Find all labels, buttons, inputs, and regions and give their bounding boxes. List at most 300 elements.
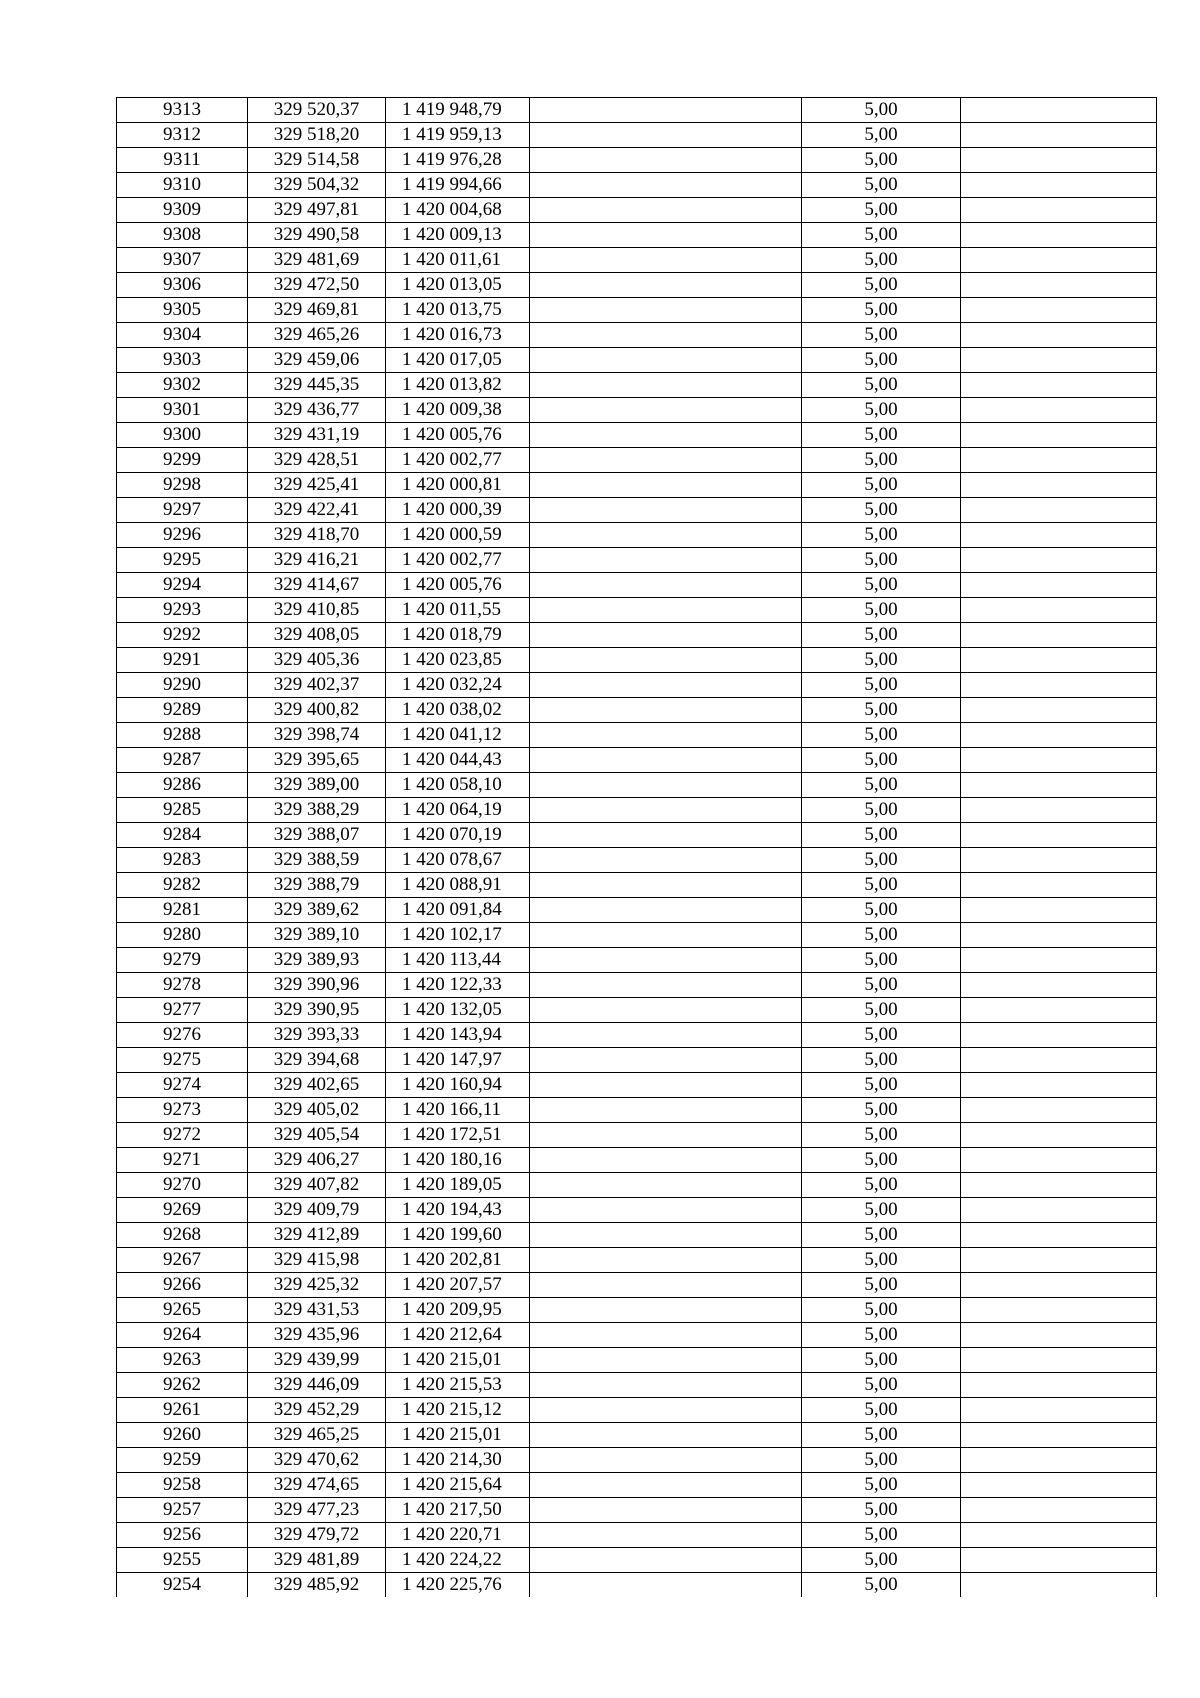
blank-cell-last bbox=[961, 1248, 1157, 1273]
x-coordinate-cell: 329 504,32 bbox=[248, 173, 386, 198]
y-coordinate-cell: 1 420 189,05 bbox=[386, 1173, 530, 1198]
y-coordinate-cell: 1 420 147,97 bbox=[386, 1048, 530, 1073]
blank-cell bbox=[530, 323, 802, 348]
value-cell: 5,00 bbox=[802, 1248, 961, 1273]
blank-cell bbox=[530, 148, 802, 173]
point-number-cell: 9306 bbox=[117, 273, 248, 298]
blank-cell-last bbox=[961, 1498, 1157, 1523]
blank-cell-last bbox=[961, 273, 1157, 298]
blank-cell bbox=[530, 173, 802, 198]
blank-cell bbox=[530, 548, 802, 573]
x-coordinate-cell: 329 431,19 bbox=[248, 423, 386, 448]
value-cell: 5,00 bbox=[802, 1348, 961, 1373]
blank-cell bbox=[530, 1323, 802, 1348]
blank-cell-last bbox=[961, 1298, 1157, 1323]
blank-cell bbox=[530, 423, 802, 448]
x-coordinate-cell: 329 390,95 bbox=[248, 998, 386, 1023]
value-cell: 5,00 bbox=[802, 848, 961, 873]
point-number-cell: 9273 bbox=[117, 1098, 248, 1123]
blank-cell-last bbox=[961, 998, 1157, 1023]
table-row bbox=[117, 1448, 1157, 1473]
blank-cell bbox=[530, 398, 802, 423]
value-cell: 5,00 bbox=[802, 898, 961, 923]
point-number-cell: 9299 bbox=[117, 448, 248, 473]
table-row bbox=[117, 223, 1157, 248]
value-cell: 5,00 bbox=[802, 248, 961, 273]
blank-cell-last bbox=[961, 1348, 1157, 1373]
blank-cell-last bbox=[961, 798, 1157, 823]
point-number-cell: 9285 bbox=[117, 798, 248, 823]
blank-cell-last bbox=[961, 898, 1157, 923]
point-number-cell: 9268 bbox=[117, 1223, 248, 1248]
y-coordinate-cell: 1 420 215,64 bbox=[386, 1473, 530, 1498]
blank-cell bbox=[530, 198, 802, 223]
blank-cell-last bbox=[961, 1098, 1157, 1123]
x-coordinate-cell: 329 407,82 bbox=[248, 1173, 386, 1198]
point-number-cell: 9305 bbox=[117, 298, 248, 323]
x-coordinate-cell: 329 436,77 bbox=[248, 398, 386, 423]
point-number-cell: 9310 bbox=[117, 173, 248, 198]
blank-cell bbox=[530, 348, 802, 373]
x-coordinate-cell: 329 431,53 bbox=[248, 1298, 386, 1323]
blank-cell-last bbox=[961, 723, 1157, 748]
y-coordinate-cell: 1 420 122,33 bbox=[386, 973, 530, 998]
blank-cell bbox=[530, 498, 802, 523]
coordinates-table bbox=[116, 97, 1157, 1597]
y-coordinate-cell: 1 420 044,43 bbox=[386, 748, 530, 773]
blank-cell bbox=[530, 298, 802, 323]
blank-cell bbox=[530, 1398, 802, 1423]
point-number-cell: 9261 bbox=[117, 1398, 248, 1423]
table-row bbox=[117, 548, 1157, 573]
table-row bbox=[117, 973, 1157, 998]
table-row bbox=[117, 898, 1157, 923]
y-coordinate-cell: 1 420 041,12 bbox=[386, 723, 530, 748]
blank-cell bbox=[530, 123, 802, 148]
point-number-cell: 9283 bbox=[117, 848, 248, 873]
table-row bbox=[117, 1548, 1157, 1573]
table-row bbox=[117, 673, 1157, 698]
point-number-cell: 9286 bbox=[117, 773, 248, 798]
point-number-cell: 9270 bbox=[117, 1173, 248, 1198]
x-coordinate-cell: 329 445,35 bbox=[248, 373, 386, 398]
blank-cell bbox=[530, 823, 802, 848]
blank-cell bbox=[530, 1023, 802, 1048]
blank-cell-last bbox=[961, 1148, 1157, 1173]
value-cell: 5,00 bbox=[802, 1048, 961, 1073]
blank-cell bbox=[530, 1048, 802, 1073]
value-cell: 5,00 bbox=[802, 423, 961, 448]
point-number-cell: 9281 bbox=[117, 898, 248, 923]
y-coordinate-cell: 1 420 032,24 bbox=[386, 673, 530, 698]
y-coordinate-cell: 1 420 172,51 bbox=[386, 1123, 530, 1148]
x-coordinate-cell: 329 518,20 bbox=[248, 123, 386, 148]
table-row bbox=[117, 373, 1157, 398]
blank-cell-last bbox=[961, 1573, 1157, 1598]
x-coordinate-cell: 329 477,23 bbox=[248, 1498, 386, 1523]
point-number-cell: 9294 bbox=[117, 573, 248, 598]
blank-cell bbox=[530, 798, 802, 823]
blank-cell-last bbox=[961, 648, 1157, 673]
blank-cell-last bbox=[961, 1223, 1157, 1248]
blank-cell-last bbox=[961, 1023, 1157, 1048]
y-coordinate-cell: 1 420 194,43 bbox=[386, 1198, 530, 1223]
value-cell: 5,00 bbox=[802, 323, 961, 348]
point-number-cell: 9284 bbox=[117, 823, 248, 848]
blank-cell-last bbox=[961, 1473, 1157, 1498]
x-coordinate-cell: 329 490,58 bbox=[248, 223, 386, 248]
point-number-cell: 9278 bbox=[117, 973, 248, 998]
table-row bbox=[117, 498, 1157, 523]
value-cell: 5,00 bbox=[802, 598, 961, 623]
value-cell: 5,00 bbox=[802, 573, 961, 598]
y-coordinate-cell: 1 420 013,05 bbox=[386, 273, 530, 298]
point-number-cell: 9296 bbox=[117, 523, 248, 548]
value-cell: 5,00 bbox=[802, 773, 961, 798]
table-row bbox=[117, 823, 1157, 848]
y-coordinate-cell: 1 420 016,73 bbox=[386, 323, 530, 348]
x-coordinate-cell: 329 469,81 bbox=[248, 298, 386, 323]
point-number-cell: 9308 bbox=[117, 223, 248, 248]
point-number-cell: 9307 bbox=[117, 248, 248, 273]
value-cell: 5,00 bbox=[802, 523, 961, 548]
blank-cell bbox=[530, 1173, 802, 1198]
blank-cell-last bbox=[961, 1323, 1157, 1348]
x-coordinate-cell: 329 481,69 bbox=[248, 248, 386, 273]
blank-cell-last bbox=[961, 1548, 1157, 1573]
blank-cell-last bbox=[961, 948, 1157, 973]
x-coordinate-cell: 329 415,98 bbox=[248, 1248, 386, 1273]
value-cell: 5,00 bbox=[802, 1148, 961, 1173]
blank-cell-last bbox=[961, 848, 1157, 873]
table-row bbox=[117, 273, 1157, 298]
blank-cell bbox=[530, 373, 802, 398]
blank-cell bbox=[530, 1523, 802, 1548]
x-coordinate-cell: 329 497,81 bbox=[248, 198, 386, 223]
blank-cell-last bbox=[961, 423, 1157, 448]
y-coordinate-cell: 1 420 143,94 bbox=[386, 1023, 530, 1048]
value-cell: 5,00 bbox=[802, 148, 961, 173]
value-cell: 5,00 bbox=[802, 973, 961, 998]
y-coordinate-cell: 1 420 078,67 bbox=[386, 848, 530, 873]
value-cell: 5,00 bbox=[802, 173, 961, 198]
table-row bbox=[117, 1198, 1157, 1223]
x-coordinate-cell: 329 465,25 bbox=[248, 1423, 386, 1448]
blank-cell bbox=[530, 598, 802, 623]
x-coordinate-cell: 329 388,29 bbox=[248, 798, 386, 823]
y-coordinate-cell: 1 420 002,77 bbox=[386, 548, 530, 573]
x-coordinate-cell: 329 400,82 bbox=[248, 698, 386, 723]
table-row bbox=[117, 598, 1157, 623]
table-row bbox=[117, 748, 1157, 773]
y-coordinate-cell: 1 420 224,22 bbox=[386, 1548, 530, 1573]
x-coordinate-cell: 329 405,02 bbox=[248, 1098, 386, 1123]
point-number-cell: 9260 bbox=[117, 1423, 248, 1448]
y-coordinate-cell: 1 420 166,11 bbox=[386, 1098, 530, 1123]
x-coordinate-cell: 329 389,00 bbox=[248, 773, 386, 798]
value-cell: 5,00 bbox=[802, 1223, 961, 1248]
y-coordinate-cell: 1 420 180,16 bbox=[386, 1148, 530, 1173]
y-coordinate-cell: 1 420 000,81 bbox=[386, 473, 530, 498]
point-number-cell: 9309 bbox=[117, 198, 248, 223]
y-coordinate-cell: 1 420 070,19 bbox=[386, 823, 530, 848]
value-cell: 5,00 bbox=[802, 923, 961, 948]
x-coordinate-cell: 329 402,37 bbox=[248, 673, 386, 698]
table-row bbox=[117, 873, 1157, 898]
table-row bbox=[117, 398, 1157, 423]
point-number-cell: 9293 bbox=[117, 598, 248, 623]
point-number-cell: 9303 bbox=[117, 348, 248, 373]
table-row bbox=[117, 148, 1157, 173]
value-cell: 5,00 bbox=[802, 1123, 961, 1148]
table-row bbox=[117, 1373, 1157, 1398]
value-cell: 5,00 bbox=[802, 673, 961, 698]
y-coordinate-cell: 1 420 207,57 bbox=[386, 1273, 530, 1298]
table-row bbox=[117, 1048, 1157, 1073]
blank-cell bbox=[530, 1223, 802, 1248]
value-cell: 5,00 bbox=[802, 723, 961, 748]
y-coordinate-cell: 1 419 994,66 bbox=[386, 173, 530, 198]
table-row bbox=[117, 1348, 1157, 1373]
value-cell: 5,00 bbox=[802, 298, 961, 323]
point-number-cell: 9255 bbox=[117, 1548, 248, 1573]
blank-cell bbox=[530, 1073, 802, 1098]
x-coordinate-cell: 329 425,41 bbox=[248, 473, 386, 498]
blank-cell bbox=[530, 1498, 802, 1523]
y-coordinate-cell: 1 419 948,79 bbox=[386, 98, 530, 123]
blank-cell-last bbox=[961, 923, 1157, 948]
value-cell: 5,00 bbox=[802, 448, 961, 473]
table-row bbox=[117, 1323, 1157, 1348]
table-row bbox=[117, 473, 1157, 498]
value-cell: 5,00 bbox=[802, 748, 961, 773]
point-number-cell: 9311 bbox=[117, 148, 248, 173]
blank-cell bbox=[530, 1548, 802, 1573]
blank-cell-last bbox=[961, 323, 1157, 348]
x-coordinate-cell: 329 405,54 bbox=[248, 1123, 386, 1148]
table-row bbox=[117, 1073, 1157, 1098]
blank-cell-last bbox=[961, 473, 1157, 498]
y-coordinate-cell: 1 420 199,60 bbox=[386, 1223, 530, 1248]
y-coordinate-cell: 1 420 102,17 bbox=[386, 923, 530, 948]
table-row bbox=[117, 1248, 1157, 1273]
table-row bbox=[117, 1498, 1157, 1523]
x-coordinate-cell: 329 514,58 bbox=[248, 148, 386, 173]
value-cell: 5,00 bbox=[802, 1023, 961, 1048]
blank-cell bbox=[530, 223, 802, 248]
blank-cell-last bbox=[961, 748, 1157, 773]
x-coordinate-cell: 329 394,68 bbox=[248, 1048, 386, 1073]
point-number-cell: 9276 bbox=[117, 1023, 248, 1048]
point-number-cell: 9288 bbox=[117, 723, 248, 748]
x-coordinate-cell: 329 435,96 bbox=[248, 1323, 386, 1348]
blank-cell bbox=[530, 773, 802, 798]
point-number-cell: 9304 bbox=[117, 323, 248, 348]
y-coordinate-cell: 1 420 009,38 bbox=[386, 398, 530, 423]
y-coordinate-cell: 1 419 959,13 bbox=[386, 123, 530, 148]
table-row bbox=[117, 723, 1157, 748]
y-coordinate-cell: 1 419 976,28 bbox=[386, 148, 530, 173]
point-number-cell: 9292 bbox=[117, 623, 248, 648]
point-number-cell: 9274 bbox=[117, 1073, 248, 1098]
blank-cell-last bbox=[961, 548, 1157, 573]
blank-cell bbox=[530, 1373, 802, 1398]
table-row bbox=[117, 1273, 1157, 1298]
point-number-cell: 9287 bbox=[117, 748, 248, 773]
blank-cell bbox=[530, 1098, 802, 1123]
y-coordinate-cell: 1 420 004,68 bbox=[386, 198, 530, 223]
blank-cell bbox=[530, 1573, 802, 1598]
x-coordinate-cell: 329 402,65 bbox=[248, 1073, 386, 1098]
x-coordinate-cell: 329 405,36 bbox=[248, 648, 386, 673]
value-cell: 5,00 bbox=[802, 1398, 961, 1423]
value-cell: 5,00 bbox=[802, 198, 961, 223]
blank-cell bbox=[530, 1123, 802, 1148]
table-row bbox=[117, 1573, 1157, 1598]
x-coordinate-cell: 329 389,93 bbox=[248, 948, 386, 973]
table-row bbox=[117, 123, 1157, 148]
y-coordinate-cell: 1 420 215,12 bbox=[386, 1398, 530, 1423]
x-coordinate-cell: 329 418,70 bbox=[248, 523, 386, 548]
blank-cell-last bbox=[961, 498, 1157, 523]
y-coordinate-cell: 1 420 002,77 bbox=[386, 448, 530, 473]
value-cell: 5,00 bbox=[802, 98, 961, 123]
value-cell: 5,00 bbox=[802, 648, 961, 673]
y-coordinate-cell: 1 420 132,05 bbox=[386, 998, 530, 1023]
point-number-cell: 9312 bbox=[117, 123, 248, 148]
point-number-cell: 9289 bbox=[117, 698, 248, 723]
table-row bbox=[117, 923, 1157, 948]
point-number-cell: 9302 bbox=[117, 373, 248, 398]
point-number-cell: 9269 bbox=[117, 1198, 248, 1223]
point-number-cell: 9263 bbox=[117, 1348, 248, 1373]
table-row bbox=[117, 98, 1157, 123]
blank-cell bbox=[530, 973, 802, 998]
value-cell: 5,00 bbox=[802, 223, 961, 248]
x-coordinate-cell: 329 465,26 bbox=[248, 323, 386, 348]
value-cell: 5,00 bbox=[802, 1448, 961, 1473]
table-row bbox=[117, 1148, 1157, 1173]
y-coordinate-cell: 1 420 009,13 bbox=[386, 223, 530, 248]
y-coordinate-cell: 1 420 013,75 bbox=[386, 298, 530, 323]
blank-cell-last bbox=[961, 448, 1157, 473]
x-coordinate-cell: 329 388,79 bbox=[248, 873, 386, 898]
blank-cell bbox=[530, 1273, 802, 1298]
blank-cell-last bbox=[961, 173, 1157, 198]
blank-cell-last bbox=[961, 248, 1157, 273]
blank-cell-last bbox=[961, 1523, 1157, 1548]
value-cell: 5,00 bbox=[802, 1073, 961, 1098]
x-coordinate-cell: 329 485,92 bbox=[248, 1573, 386, 1598]
blank-cell bbox=[530, 98, 802, 123]
x-coordinate-cell: 329 398,74 bbox=[248, 723, 386, 748]
blank-cell bbox=[530, 648, 802, 673]
blank-cell bbox=[530, 1148, 802, 1173]
blank-cell bbox=[530, 723, 802, 748]
value-cell: 5,00 bbox=[802, 1298, 961, 1323]
y-coordinate-cell: 1 420 011,61 bbox=[386, 248, 530, 273]
y-coordinate-cell: 1 420 202,81 bbox=[386, 1248, 530, 1273]
value-cell: 5,00 bbox=[802, 1523, 961, 1548]
blank-cell bbox=[530, 1248, 802, 1273]
x-coordinate-cell: 329 425,32 bbox=[248, 1273, 386, 1298]
table-row bbox=[117, 348, 1157, 373]
value-cell: 5,00 bbox=[802, 948, 961, 973]
blank-cell-last bbox=[961, 298, 1157, 323]
x-coordinate-cell: 329 459,06 bbox=[248, 348, 386, 373]
table-row bbox=[117, 198, 1157, 223]
x-coordinate-cell: 329 470,62 bbox=[248, 1448, 386, 1473]
y-coordinate-cell: 1 420 217,50 bbox=[386, 1498, 530, 1523]
y-coordinate-cell: 1 420 113,44 bbox=[386, 948, 530, 973]
point-number-cell: 9300 bbox=[117, 423, 248, 448]
y-coordinate-cell: 1 420 005,76 bbox=[386, 423, 530, 448]
table-row bbox=[117, 648, 1157, 673]
y-coordinate-cell: 1 420 058,10 bbox=[386, 773, 530, 798]
blank-cell-last bbox=[961, 673, 1157, 698]
value-cell: 5,00 bbox=[802, 398, 961, 423]
blank-cell-last bbox=[961, 1423, 1157, 1448]
point-number-cell: 9258 bbox=[117, 1473, 248, 1498]
y-coordinate-cell: 1 420 011,55 bbox=[386, 598, 530, 623]
point-number-cell: 9298 bbox=[117, 473, 248, 498]
point-number-cell: 9254 bbox=[117, 1573, 248, 1598]
y-coordinate-cell: 1 420 013,82 bbox=[386, 373, 530, 398]
x-coordinate-cell: 329 389,62 bbox=[248, 898, 386, 923]
y-coordinate-cell: 1 420 209,95 bbox=[386, 1298, 530, 1323]
value-cell: 5,00 bbox=[802, 998, 961, 1023]
blank-cell bbox=[530, 1198, 802, 1223]
point-number-cell: 9272 bbox=[117, 1123, 248, 1148]
value-cell: 5,00 bbox=[802, 1473, 961, 1498]
table-row bbox=[117, 1023, 1157, 1048]
x-coordinate-cell: 329 472,50 bbox=[248, 273, 386, 298]
table-row bbox=[117, 948, 1157, 973]
table-row bbox=[117, 173, 1157, 198]
value-cell: 5,00 bbox=[802, 548, 961, 573]
blank-cell bbox=[530, 248, 802, 273]
blank-cell-last bbox=[961, 873, 1157, 898]
table-row bbox=[117, 1523, 1157, 1548]
value-cell: 5,00 bbox=[802, 873, 961, 898]
value-cell: 5,00 bbox=[802, 1548, 961, 1573]
point-number-cell: 9267 bbox=[117, 1248, 248, 1273]
value-cell: 5,00 bbox=[802, 798, 961, 823]
x-coordinate-cell: 329 439,99 bbox=[248, 1348, 386, 1373]
table-row bbox=[117, 1398, 1157, 1423]
blank-cell-last bbox=[961, 373, 1157, 398]
table-row bbox=[117, 423, 1157, 448]
table-row bbox=[117, 323, 1157, 348]
blank-cell-last bbox=[961, 598, 1157, 623]
y-coordinate-cell: 1 420 038,02 bbox=[386, 698, 530, 723]
table-row bbox=[117, 1423, 1157, 1448]
blank-cell-last bbox=[961, 1273, 1157, 1298]
blank-cell-last bbox=[961, 1198, 1157, 1223]
point-number-cell: 9313 bbox=[117, 98, 248, 123]
value-cell: 5,00 bbox=[802, 273, 961, 298]
y-coordinate-cell: 1 420 215,01 bbox=[386, 1423, 530, 1448]
blank-cell bbox=[530, 1448, 802, 1473]
point-number-cell: 9259 bbox=[117, 1448, 248, 1473]
value-cell: 5,00 bbox=[802, 348, 961, 373]
point-number-cell: 9290 bbox=[117, 673, 248, 698]
table-row bbox=[117, 1173, 1157, 1198]
blank-cell-last bbox=[961, 1048, 1157, 1073]
table-row bbox=[117, 798, 1157, 823]
blank-cell-last bbox=[961, 1123, 1157, 1148]
table-row bbox=[117, 1223, 1157, 1248]
